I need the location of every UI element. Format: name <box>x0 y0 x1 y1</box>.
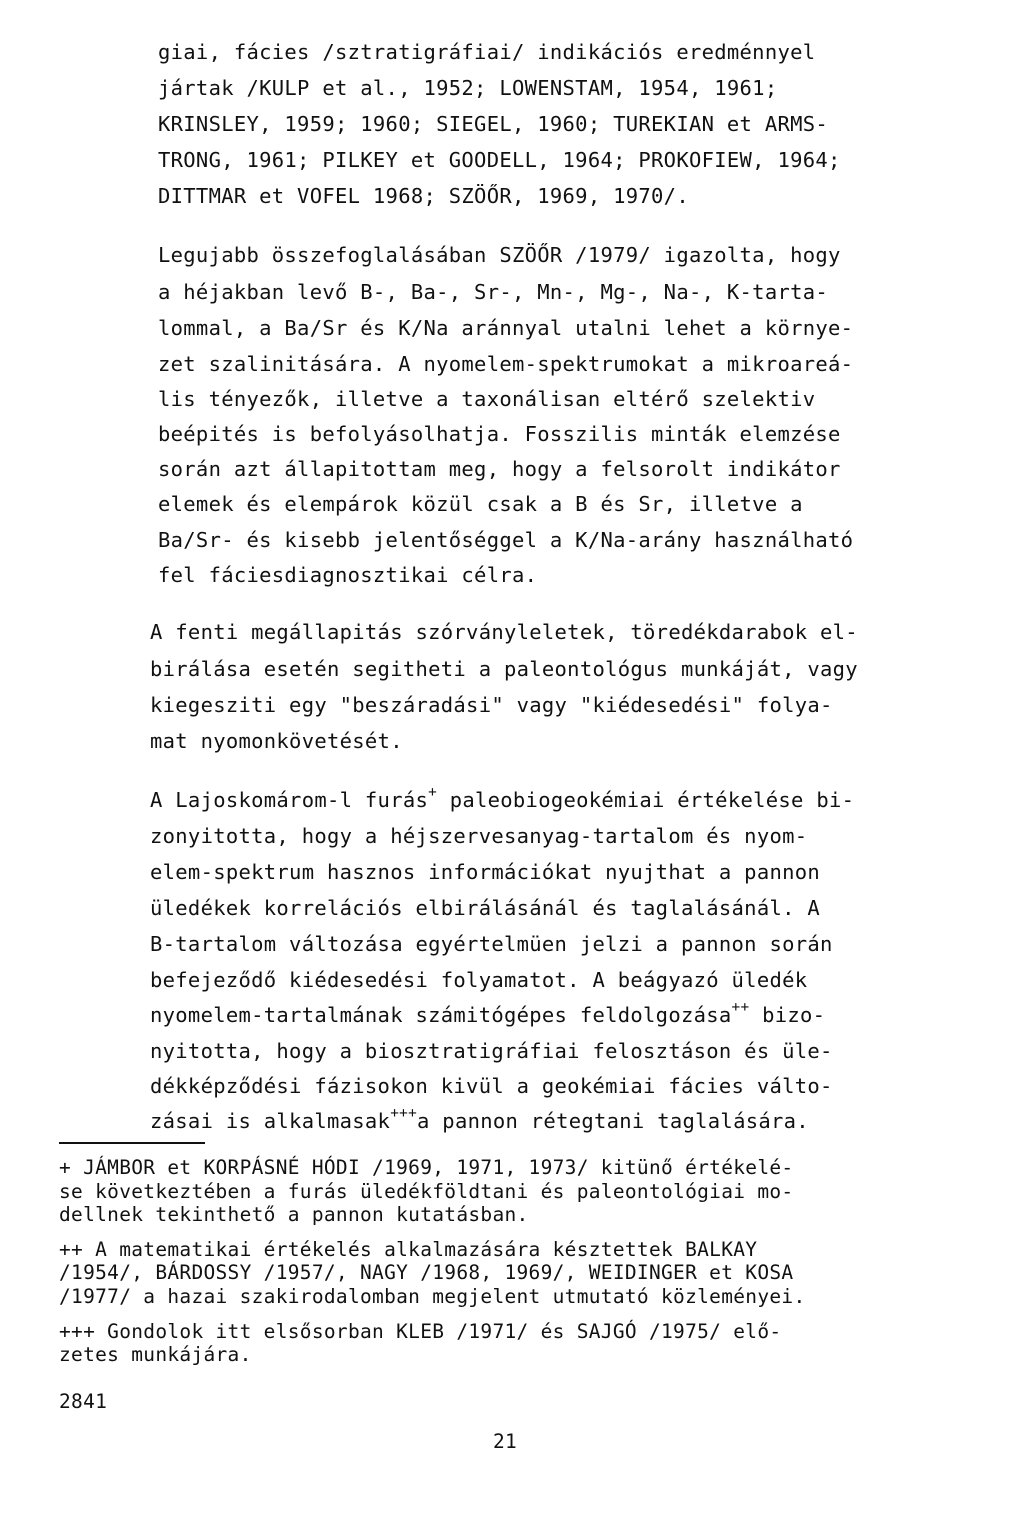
para2-line-6: beépités is befolyásolhatja. Fosszilis minták elemzése <box>158 422 841 446</box>
para1-line-2: jártak /KULP et al., 1952; LOWENSTAM, 1954, 1961; <box>158 76 778 100</box>
para1-line-4: TRONG, 1961; PILKEY et GOODELL, 1964; PROKOFIEW, 1964; <box>158 148 841 172</box>
para2-line-9: Ba/Sr- és kisebb jelentőséggel a K/Na-arány használható <box>158 528 854 552</box>
footnote-mark-2: ++ <box>731 999 750 1016</box>
para3-line-4: mat nyomonkövetését. <box>150 729 403 753</box>
footnote-mark-3: +++ <box>390 1105 418 1122</box>
para3-line-1: A fenti megállapitás szórványleletek, töredékdarabok el- <box>150 620 858 644</box>
para2-line-1: Legujabb összefoglalásában SZÖŐR /1979/ igazolta, hogy <box>158 243 841 267</box>
para2-line-8: elemek és elempárok közül csak a B és Sr, illetve a <box>158 492 803 516</box>
para4-line-10-a: zásai is alkalmasak <box>150 1109 391 1133</box>
para2-line-5: lis tényezők, illetve a taxonálisan eltérő szelektiv <box>158 387 816 411</box>
page-number: 21 <box>493 1430 518 1453</box>
para1-line-5: DITTMAR et VOFEL 1968; SZÖŐR, 1969, 1970/. <box>158 184 689 208</box>
para2-line-3: lommal, a Ba/Sr és K/Na aránnyal utalni lehet a környe- <box>158 316 854 340</box>
para2-line-4: zet szalinitására. A nyomelem-spektrumokat a mikroareá- <box>158 352 854 376</box>
para3-line-2: birálása esetén segitheti a paleontológus munkáját, vagy <box>150 657 858 681</box>
para4-line-10 <box>150 1105 809 1133</box>
para1-line-3: KRINSLEY, 1959; 1960; SIEGEL, 1960; TUREKIAN et ARMS- <box>158 112 829 136</box>
para4-line-1-a: A Lajoskomárom-l furás <box>150 788 429 812</box>
para4-line-1-b: paleobiogeokémiai értékelése bi- <box>437 788 855 812</box>
footnote-2-line-3: /1977/ a hazai szakirodalomban megjelent utmutató közleményei. <box>59 1285 806 1308</box>
para4-line-9: dékképződési fázisokon kivül a geokémiai fácies válto- <box>150 1074 833 1098</box>
footnote-3-line-1: +++ Gondolok itt elsősorban KLEB /1971/ és SAJGÓ /1975/ elő- <box>59 1320 782 1343</box>
footnote-1-line-2: se következtében a furás üledékföldtani és paleontológiai mo- <box>59 1180 794 1203</box>
footnote-2-line-2: /1954/, BÁRDOSSY /1957/, NAGY /1968, 1969/, WEIDINGER et KOSA <box>59 1261 794 1284</box>
footnote-3-line-2: zetes munkájára. <box>59 1343 252 1366</box>
para4-line-4: üledékek korrelációs elbirálásánál és taglalásánál. A <box>150 896 821 920</box>
footnote-1-line-1: + JÁMBOR et KORPÁSNÉ HÓDI /1969, 1971, 1973/ kitünő értékelé- <box>59 1156 794 1179</box>
document-stamp-number: 2841 <box>59 1390 108 1413</box>
para4-line-5: B-tartalom változása egyértelmüen jelzi a pannon során <box>150 932 833 956</box>
para4-line-2: zonyitotta, hogy a héjszervesanyag-tartalom és nyom- <box>150 824 808 848</box>
para4-line-8: nyitotta, hogy a biosztratigráfiai felosztáson és üle- <box>150 1039 833 1063</box>
footnote-separator <box>59 1142 205 1144</box>
para4-line-1 <box>150 784 855 812</box>
para4-line-7-b: bizo- <box>749 1003 826 1027</box>
footnote-2-line-1: ++ A matematikai értékelés alkalmazására késztettek BALKAY <box>59 1238 758 1261</box>
para4-line-3: elem-spektrum hasznos információkat nyujthat a pannon <box>150 860 821 884</box>
para3-line-3: kiegesziti egy "beszáradási" vagy "kiédesedési" folya- <box>150 693 833 717</box>
para1-line-1: giai, fácies /sztratigráfiai/ indikációs eredménnyel <box>158 40 816 64</box>
para2-line-10: fel fáciesdiagnosztikai célra. <box>158 563 538 587</box>
para4-line-10-b: a pannon rétegtani taglalására. <box>417 1109 809 1133</box>
para4-line-6: befejeződő kiédesedési folyamatot. A beágyazó üledék <box>150 968 808 992</box>
para2-line-2: a héjakban levő B-, Ba-, Sr-, Mn-, Mg-, Na-, K-tarta- <box>158 280 829 304</box>
footnote-mark-1: + <box>428 784 438 801</box>
para4-line-7 <box>150 999 826 1027</box>
para2-line-7: során azt állapitottam meg, hogy a felsorolt indikátor <box>158 457 841 481</box>
footnote-1-line-3: dellnek tekinthető a pannon kutatásban. <box>59 1203 529 1226</box>
para4-line-7-a: nyomelem-tartalmának számitógépes feldolgozása <box>150 1003 732 1027</box>
